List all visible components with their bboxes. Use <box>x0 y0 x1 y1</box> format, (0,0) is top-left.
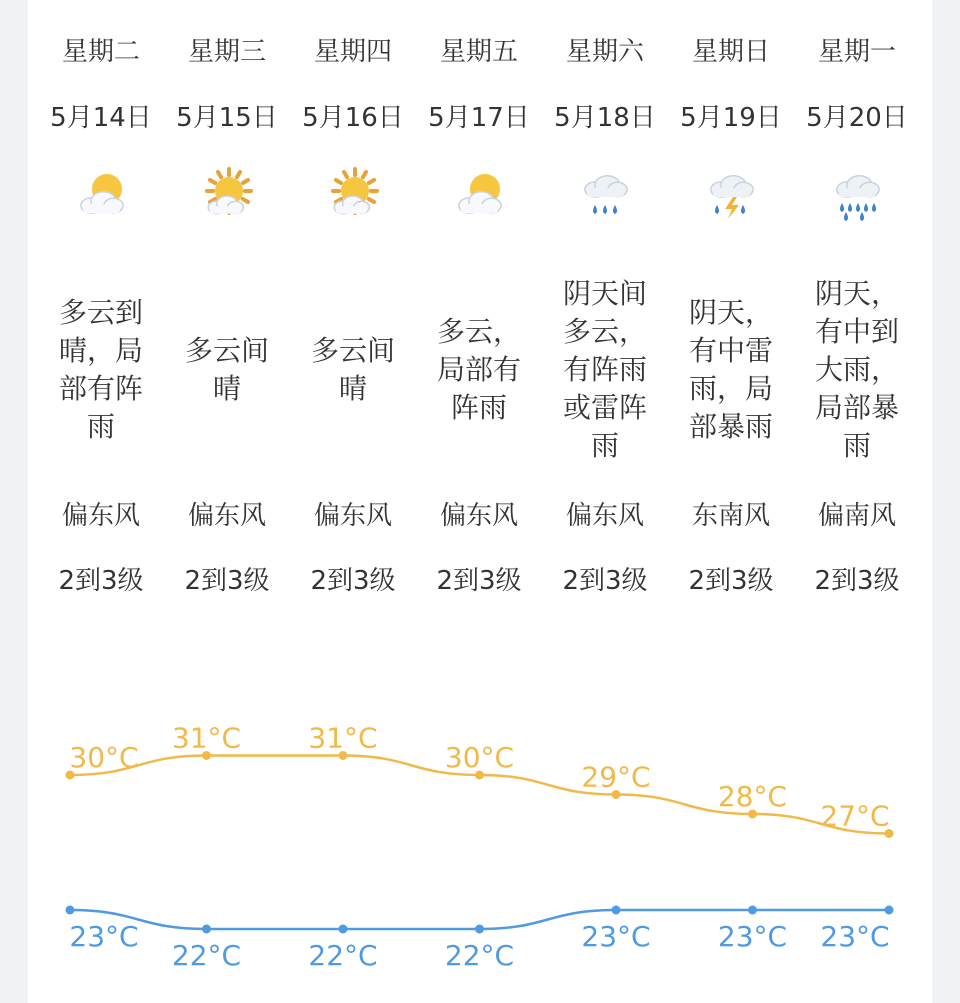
low-temp-label: 22°C <box>308 939 378 972</box>
temperature-chart <box>28 0 932 1003</box>
date-label: 5月16日 <box>302 103 404 133</box>
weekday-label: 星期一 <box>817 37 896 67</box>
weather-description-text: 阴天，有中到大雨，局部暴雨 <box>814 277 899 462</box>
date-label: 5月18日 <box>554 103 656 133</box>
low-temp-label: 22°C <box>444 939 515 972</box>
weekday-label: 星期日 <box>691 37 770 67</box>
high-temp-label: 30°C <box>444 741 515 774</box>
wind-direction: 东南风 <box>691 501 770 531</box>
low-temp-point <box>475 925 484 934</box>
weather-description-text: 阴天间多云，有阵雨或雷阵雨 <box>562 277 647 462</box>
wind-direction: 偏东风 <box>439 501 518 531</box>
wind-direction: 偏南风 <box>817 501 896 531</box>
wind-direction: 偏东风 <box>61 501 140 531</box>
low-temp-label: 23°C <box>581 920 651 953</box>
low-temp-point <box>66 906 75 915</box>
weather-description-text: 多云间晴 <box>310 334 395 405</box>
wind-level: 2到3级 <box>814 566 900 596</box>
weekday-label: 星期三 <box>187 37 266 67</box>
low-temp-label: 23°C <box>717 920 788 953</box>
date-label: 5月19日 <box>680 103 782 133</box>
weather-description-text: 多云间晴 <box>184 334 269 405</box>
wind-direction: 偏东风 <box>313 501 392 531</box>
date-label: 5月15日 <box>176 103 278 133</box>
low-temp-point <box>202 925 211 934</box>
low-temp-point <box>339 925 348 934</box>
wind-level: 2到3级 <box>58 566 144 596</box>
low-temp-label: 23°C <box>69 920 139 953</box>
date-label: 5月14日 <box>50 103 152 133</box>
weather-description-text: 多云，局部有阵雨 <box>436 315 521 424</box>
high-temp-label: 30°C <box>69 741 139 774</box>
wind-level: 2到3级 <box>562 566 648 596</box>
high-temp-label: 28°C <box>717 780 788 813</box>
high-temp-label: 27°C <box>820 799 890 833</box>
weather-description-text: 多云到晴，局部有阵雨 <box>58 296 143 443</box>
weekday-label: 星期四 <box>313 37 392 67</box>
forecast-card <box>28 0 932 1003</box>
wind-direction: 偏东风 <box>187 501 266 531</box>
low-temp-point <box>885 906 894 915</box>
low-temp-label: 22°C <box>171 939 242 972</box>
weather-description-text: 阴天，有中雷雨，局部暴雨 <box>688 296 773 443</box>
low-temp-label: 23°C <box>820 920 890 953</box>
low-temp-point <box>748 906 757 915</box>
weekday-label: 星期五 <box>439 37 518 67</box>
high-temp-label: 29°C <box>581 760 651 794</box>
wind-level: 2到3级 <box>436 566 522 596</box>
date-label: 5月17日 <box>428 103 530 133</box>
wind-level: 2到3级 <box>688 566 774 596</box>
wind-direction: 偏东风 <box>565 501 644 531</box>
low-temp-point <box>612 906 621 915</box>
high-temp-label: 31°C <box>171 721 242 755</box>
weekday-label: 星期二 <box>61 37 140 67</box>
weekday-label: 星期六 <box>565 37 644 67</box>
wind-level: 2到3级 <box>310 566 396 596</box>
high-temp-label: 31°C <box>308 721 378 755</box>
date-label: 5月20日 <box>806 103 908 133</box>
wind-level: 2到3级 <box>184 566 270 596</box>
